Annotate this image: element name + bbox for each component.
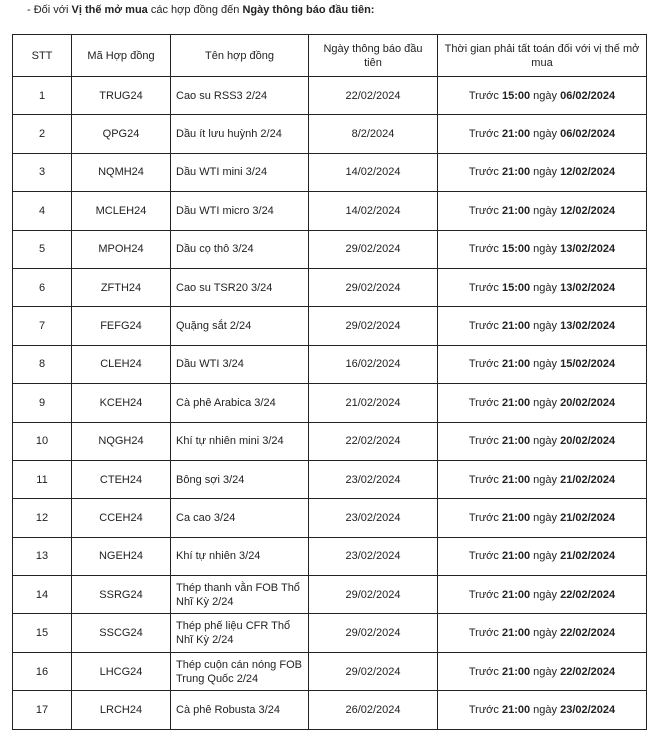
deadline-time: 21:00 [501, 358, 531, 371]
cell-stt: 9 [13, 384, 72, 422]
cell-first-notice-date: 23/02/2024 [309, 499, 438, 537]
deadline-mid: ngày [533, 665, 558, 678]
intro-text [27, 4, 374, 16]
deadline-prefix: Trước [468, 473, 499, 486]
deadline-time: 21:00 [501, 204, 531, 217]
cell-settlement-deadline [438, 652, 647, 690]
cell-first-notice-date: 22/02/2024 [309, 77, 438, 115]
table-row [13, 384, 647, 422]
deadline-date: 13/02/2024 [560, 320, 616, 333]
cell-stt: 8 [13, 345, 72, 383]
deadline-prefix: Trước [468, 511, 499, 524]
header-settlement-deadline: Thời gian phải tất toán đối với vị thế mở mua [438, 35, 647, 77]
table-row [13, 115, 647, 153]
deadline-time: 21:00 [501, 396, 531, 409]
deadline-prefix: Trước [468, 89, 499, 102]
cell-first-notice-date: 29/02/2024 [309, 652, 438, 690]
cell-stt: 17 [13, 691, 72, 729]
deadline-prefix: Trước [468, 320, 499, 333]
cell-contract-name: Quặng sắt 2/24 [171, 307, 309, 345]
cell-stt: 11 [13, 460, 72, 498]
cell-settlement-deadline [438, 268, 647, 306]
cell-stt: 1 [13, 77, 72, 115]
deadline-mid: ngày [533, 358, 558, 371]
cell-first-notice-date: 29/02/2024 [309, 268, 438, 306]
table-row [13, 153, 647, 191]
cell-settlement-deadline [438, 537, 647, 575]
cell-contract-code: LHCG24 [72, 652, 171, 690]
cell-contract-code: CCEH24 [72, 499, 171, 537]
cell-contract-code: ZFTH24 [72, 268, 171, 306]
deadline-prefix: Trước [468, 435, 499, 448]
deadline-prefix: Trước [468, 281, 499, 294]
intro-bold-notice-date: Ngày thông báo đầu tiên: [242, 4, 375, 16]
cell-stt: 5 [13, 230, 72, 268]
cell-contract-name: Dầu WTI micro 3/24 [171, 192, 309, 230]
cell-first-notice-date: 8/2/2024 [309, 115, 438, 153]
cell-first-notice-date: 23/02/2024 [309, 460, 438, 498]
cell-settlement-deadline [438, 614, 647, 652]
deadline-mid: ngày [533, 243, 558, 256]
table-row [13, 499, 647, 537]
deadline-time: 21:00 [501, 166, 531, 179]
deadline-date: 06/02/2024 [560, 128, 616, 141]
cell-stt: 13 [13, 537, 72, 575]
deadline-mid: ngày [533, 550, 558, 563]
cell-first-notice-date: 29/02/2024 [309, 307, 438, 345]
deadline-mid: ngày [533, 166, 558, 179]
cell-stt: 4 [13, 192, 72, 230]
cell-first-notice-date: 14/02/2024 [309, 153, 438, 191]
cell-contract-name: Cao su RSS3 2/24 [171, 77, 309, 115]
cell-contract-name: Cà phê Arabica 3/24 [171, 384, 309, 422]
cell-settlement-deadline [438, 691, 647, 729]
deadline-time: 21:00 [501, 588, 531, 601]
cell-contract-name: Cao su TSR20 3/24 [171, 268, 309, 306]
cell-stt: 7 [13, 307, 72, 345]
deadline-time: 21:00 [501, 703, 531, 716]
cell-contract-name: Thép phế liệu CFR Thổ Nhĩ Kỳ 2/24 [171, 614, 309, 652]
header-contract-name: Tên hợp đồng [171, 35, 309, 77]
deadline-time: 21:00 [501, 627, 531, 640]
header-first-notice-date: Ngày thông báo đầu tiên [309, 35, 438, 77]
cell-contract-code: SSCG24 [72, 614, 171, 652]
cell-contract-code: QPG24 [72, 115, 171, 153]
cell-first-notice-date: 29/02/2024 [309, 230, 438, 268]
deadline-date: 22/02/2024 [560, 627, 616, 640]
cell-settlement-deadline [438, 307, 647, 345]
deadline-mid: ngày [533, 473, 558, 486]
cell-contract-code: NQMH24 [72, 153, 171, 191]
deadline-date: 21/02/2024 [560, 511, 616, 524]
table-row [13, 652, 647, 690]
header-stt: STT [13, 35, 72, 77]
cell-first-notice-date: 14/02/2024 [309, 192, 438, 230]
cell-contract-code: SSRG24 [72, 576, 171, 614]
deadline-mid: ngày [533, 588, 558, 601]
cell-stt: 15 [13, 614, 72, 652]
cell-first-notice-date: 23/02/2024 [309, 537, 438, 575]
deadline-mid: ngày [533, 128, 558, 141]
cell-settlement-deadline [438, 192, 647, 230]
deadline-time: 21:00 [501, 665, 531, 678]
deadline-mid: ngày [533, 703, 558, 716]
deadline-date: 22/02/2024 [560, 588, 616, 601]
table-row [13, 422, 647, 460]
deadline-prefix: Trước [468, 243, 499, 256]
cell-stt: 14 [13, 576, 72, 614]
cell-settlement-deadline [438, 576, 647, 614]
cell-stt: 16 [13, 652, 72, 690]
cell-settlement-deadline [438, 384, 647, 422]
deadline-prefix: Trước [468, 166, 499, 179]
cell-first-notice-date: 26/02/2024 [309, 691, 438, 729]
header-contract-code: Mã Hợp đồng [72, 35, 171, 77]
cell-contract-code: MPOH24 [72, 230, 171, 268]
deadline-mid: ngày [533, 204, 558, 217]
cell-first-notice-date: 22/02/2024 [309, 422, 438, 460]
deadline-mid: ngày [533, 435, 558, 448]
deadline-prefix: Trước [468, 627, 499, 640]
deadline-date: 21/02/2024 [560, 473, 616, 486]
cell-stt: 12 [13, 499, 72, 537]
table-row [13, 614, 647, 652]
cell-stt: 10 [13, 422, 72, 460]
cell-contract-name: Dầu ít lưu huỳnh 2/24 [171, 115, 309, 153]
cell-stt: 2 [13, 115, 72, 153]
deadline-date: 21/02/2024 [560, 550, 616, 563]
deadline-time: 21:00 [501, 550, 531, 563]
table-row [13, 460, 647, 498]
deadline-time: 21:00 [501, 435, 531, 448]
deadline-time: 15:00 [501, 243, 531, 256]
deadline-time: 21:00 [501, 511, 531, 524]
intro-middle: các hợp đồng đến [147, 4, 243, 16]
cell-contract-code: LRCH24 [72, 691, 171, 729]
deadline-time: 21:00 [501, 320, 531, 333]
deadline-prefix: Trước [468, 665, 499, 678]
cell-settlement-deadline [438, 115, 647, 153]
cell-settlement-deadline [438, 422, 647, 460]
table-row [13, 192, 647, 230]
deadline-mid: ngày [533, 627, 558, 640]
deadline-time: 21:00 [501, 128, 531, 141]
cell-settlement-deadline [438, 345, 647, 383]
deadline-mid: ngày [533, 511, 558, 524]
deadline-mid: ngày [533, 320, 558, 333]
deadline-time: 21:00 [501, 473, 531, 486]
cell-contract-code: MCLEH24 [72, 192, 171, 230]
deadline-date: 20/02/2024 [560, 435, 616, 448]
cell-settlement-deadline [438, 499, 647, 537]
deadline-time: 15:00 [501, 89, 531, 102]
cell-settlement-deadline [438, 153, 647, 191]
deadline-time: 15:00 [501, 281, 531, 294]
table-row [13, 537, 647, 575]
deadline-prefix: Trước [468, 703, 499, 716]
cell-settlement-deadline [438, 460, 647, 498]
deadline-prefix: Trước [468, 588, 499, 601]
deadline-prefix: Trước [468, 128, 499, 141]
table-row [13, 576, 647, 614]
table-body [13, 77, 647, 730]
cell-contract-code: NGEH24 [72, 537, 171, 575]
cell-contract-name: Dầu WTI 3/24 [171, 345, 309, 383]
deadline-prefix: Trước [468, 550, 499, 563]
cell-settlement-deadline [438, 230, 647, 268]
table-row [13, 230, 647, 268]
cell-stt: 6 [13, 268, 72, 306]
deadline-date: 20/02/2024 [560, 396, 616, 409]
deadline-prefix: Trước [468, 358, 499, 371]
table-row [13, 268, 647, 306]
table-row [13, 307, 647, 345]
deadline-date: 13/02/2024 [560, 281, 616, 294]
deadline-mid: ngày [533, 396, 558, 409]
deadline-date: 12/02/2024 [560, 204, 616, 217]
cell-stt: 3 [13, 153, 72, 191]
cell-contract-name: Khí tự nhiên mini 3/24 [171, 422, 309, 460]
cell-first-notice-date: 16/02/2024 [309, 345, 438, 383]
table-header-row [13, 35, 647, 77]
cell-first-notice-date: 29/02/2024 [309, 576, 438, 614]
deadline-prefix: Trước [468, 204, 499, 217]
table-row [13, 77, 647, 115]
cell-contract-code: KCEH24 [72, 384, 171, 422]
cell-contract-name: Dầu cọ thô 3/24 [171, 230, 309, 268]
contracts-table [12, 34, 647, 730]
cell-contract-name: Thép thanh vằn FOB Thổ Nhĩ Kỳ 2/24 [171, 576, 309, 614]
deadline-date: 12/02/2024 [560, 166, 616, 179]
cell-contract-name: Bông sợi 3/24 [171, 460, 309, 498]
cell-contract-name: Ca cao 3/24 [171, 499, 309, 537]
cell-contract-code: CTEH24 [72, 460, 171, 498]
cell-first-notice-date: 21/02/2024 [309, 384, 438, 422]
cell-contract-name: Thép cuộn cán nóng FOB Trung Quốc 2/24 [171, 652, 309, 690]
table-row [13, 345, 647, 383]
deadline-mid: ngày [533, 281, 558, 294]
cell-contract-code: CLEH24 [72, 345, 171, 383]
deadline-mid: ngày [533, 89, 558, 102]
cell-contract-name: Dầu WTI mini 3/24 [171, 153, 309, 191]
deadline-date: 22/02/2024 [560, 665, 616, 678]
cell-contract-code: TRUG24 [72, 77, 171, 115]
cell-contract-code: FEFG24 [72, 307, 171, 345]
cell-first-notice-date: 29/02/2024 [309, 614, 438, 652]
deadline-date: 23/02/2024 [560, 703, 616, 716]
deadline-date: 06/02/2024 [560, 89, 616, 102]
deadline-date: 13/02/2024 [560, 243, 616, 256]
cell-contract-name: Cà phê Robusta 3/24 [171, 691, 309, 729]
deadline-prefix: Trước [468, 396, 499, 409]
intro-bold-position: Vị thế mở mua [71, 4, 148, 16]
cell-settlement-deadline [438, 77, 647, 115]
cell-contract-name: Khí tự nhiên 3/24 [171, 537, 309, 575]
intro-prefix: - Đối với [27, 4, 72, 16]
deadline-date: 15/02/2024 [560, 358, 616, 371]
cell-contract-code: NQGH24 [72, 422, 171, 460]
table-row [13, 691, 647, 729]
